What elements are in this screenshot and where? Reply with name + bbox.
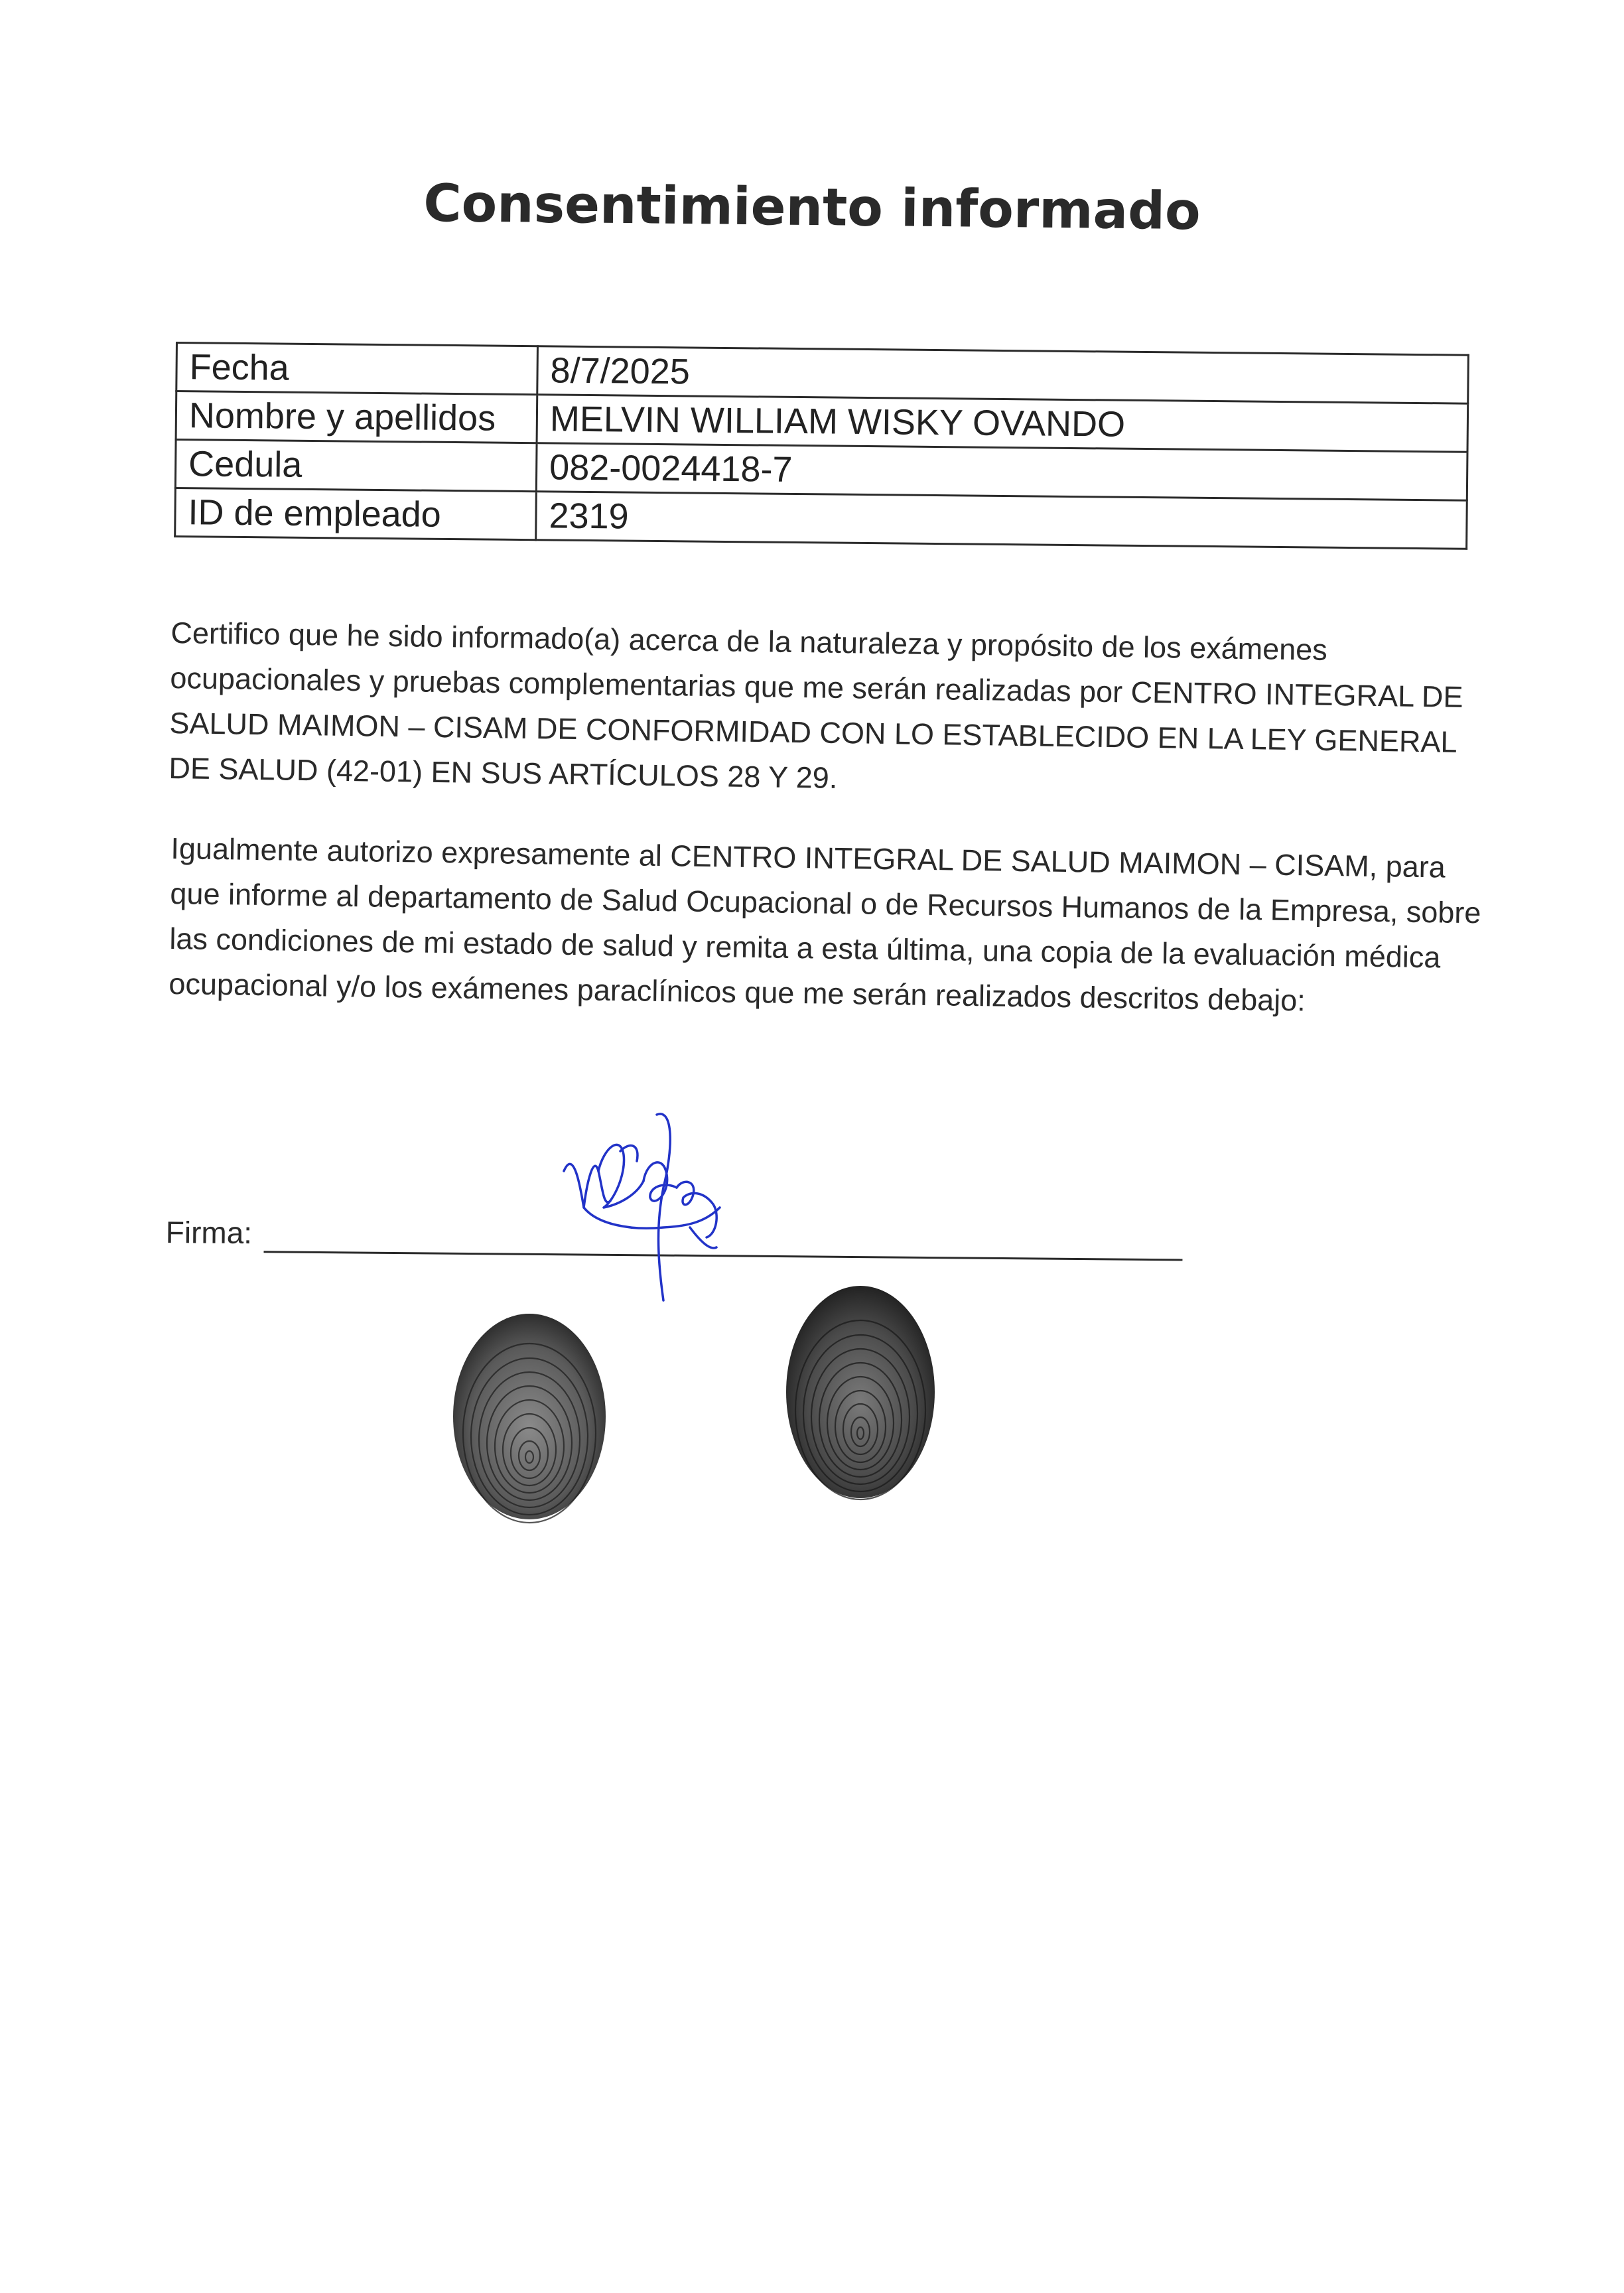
fingerprint-left <box>444 1307 614 1526</box>
cedula-value: 082-0024418-7 <box>536 443 1467 500</box>
nombre-label: Nombre y apellidos <box>176 391 537 443</box>
employee-id-value: 2319 <box>536 492 1467 549</box>
nombre-value: MELVIN WILLIAM WISKY OVANDO <box>537 395 1468 452</box>
certification-paragraph: Certifico que he sido informado(a) acerca de la naturaleza y propósito de los exámenes ocupacionales y pruebas complementarias que me serán realizadas por CENTRO INTEGRAL DE SALUD MAIMON – CISAM DE CONFORMIDAD CON LO ESTABLECIDO EN LA LEY GENERAL DE SALUD (42-01) EN SUS ARTÍCULOS 28 Y 29. <box>169 615 1463 795</box>
cedula-label: Cedula <box>175 440 537 492</box>
fingerprint-right <box>779 1281 942 1503</box>
handwritten-signature <box>557 1108 730 1307</box>
authorization-paragraph: Igualmente autorizo expresamente al CENTRO INTEGRAL DE SALUD MAIMON – CISAM, para que informe al departamento de Salud Ocupacional o de Recursos Humanos de la Empresa, sobre las condiciones de mi estado de salud y remita a esta última, una copia de la evaluación médica ocupacional y/o los exámenes paraclínicos que me serán realizados descritos debajo: <box>169 831 1481 1018</box>
fecha-label: Fecha <box>176 343 538 395</box>
info-table <box>174 342 1469 550</box>
document-title: Consentimiento informado <box>423 173 1201 242</box>
signature-label: Firma: <box>165 1215 253 1251</box>
fecha-value: 8/7/2025 <box>537 346 1469 403</box>
employee-id-label: ID de empleado <box>175 488 537 540</box>
